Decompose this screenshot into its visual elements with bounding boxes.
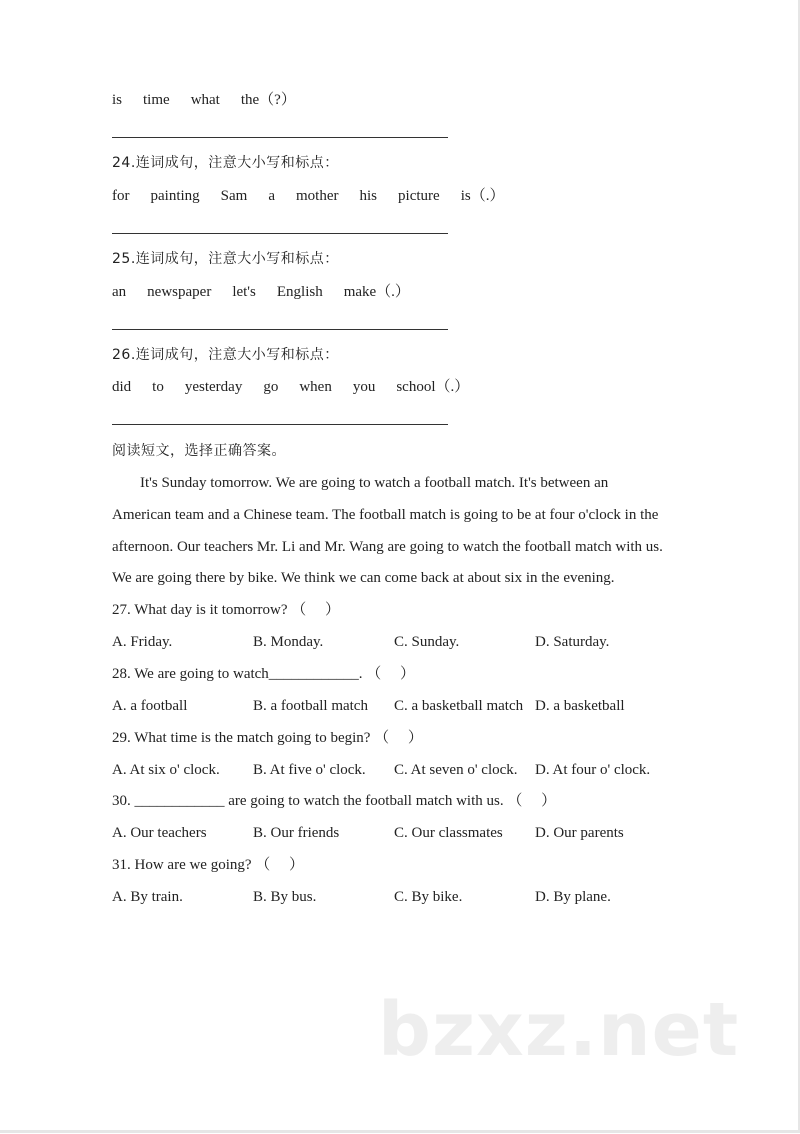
q26-instruction: 26.连词成句，注意大小写和标点： <box>112 347 339 363</box>
word: mother <box>296 188 339 204</box>
word: the（?） <box>240 92 296 108</box>
reading-heading: 阅读短文，选择正确答案。 <box>112 443 286 459</box>
options-27 <box>112 632 609 652</box>
answer-line-24[interactable] <box>112 233 448 234</box>
option-d[interactable]: D. a basketball <box>535 698 625 714</box>
q25-instruction: 25.连词成句，注意大小写和标点： <box>112 251 339 267</box>
word: picture <box>398 188 440 204</box>
option-b[interactable]: B. a football match <box>253 698 368 714</box>
word: is <box>112 92 123 108</box>
option-b[interactable]: B. By bus. <box>253 889 317 905</box>
question-stem-31: 31. How are we going? （ ） <box>112 857 305 873</box>
word: you <box>352 379 376 395</box>
word: for <box>112 188 130 204</box>
q23-words <box>112 90 296 110</box>
word: what <box>190 92 220 108</box>
word: a <box>268 188 276 204</box>
option-d[interactable]: D. Saturday. <box>535 634 610 650</box>
option-b[interactable]: B. Our friends <box>253 825 340 841</box>
option-a[interactable]: A. Our teachers <box>112 825 207 841</box>
option-c[interactable]: C. Sunday. <box>394 634 460 650</box>
option-b[interactable]: B. At five o' clock. <box>253 762 366 778</box>
word: school（.） <box>396 379 470 395</box>
word: to <box>152 379 164 395</box>
question-stem-28: 28. We are going to watch____________. （ ） <box>112 666 416 682</box>
word: is（.） <box>460 188 505 204</box>
word: let's <box>232 284 256 300</box>
options-31 <box>112 887 611 907</box>
question-stem-29: 29. What time is the match going to begin? （ ） <box>112 730 423 746</box>
q24-words <box>112 186 504 206</box>
word: time <box>143 92 170 108</box>
option-a[interactable]: A. At six o' clock. <box>112 762 220 778</box>
options-28 <box>112 696 625 716</box>
word: newspaper <box>147 284 212 300</box>
word: English <box>276 284 323 300</box>
option-c[interactable]: C. a basketball match <box>394 698 524 714</box>
word: go <box>263 379 279 395</box>
option-d[interactable]: D. At four o' clock. <box>535 762 651 778</box>
option-a[interactable]: A. a football <box>112 698 188 714</box>
watermark: bzxz.net <box>378 987 740 1073</box>
word: did <box>112 379 132 395</box>
q25-words <box>112 282 410 302</box>
option-c[interactable]: C. At seven o' clock. <box>394 762 518 778</box>
question-stem-27: 27. What day is it tomorrow? （ ） <box>112 602 341 618</box>
word: when <box>299 379 332 395</box>
option-d[interactable]: D. By plane. <box>535 889 611 905</box>
option-b[interactable]: B. Monday. <box>253 634 324 650</box>
passage-line: American team and a Chinese team. The football match is going to be at four o'clock in the <box>112 507 659 523</box>
question-stem-30: 30. ____________ are going to watch the football match with us. （ ） <box>112 793 557 809</box>
options-30 <box>112 823 624 843</box>
passage-line: We are going there by bike. We think we can come back at about six in the evening. <box>112 570 615 586</box>
option-c[interactable]: C. Our classmates <box>394 825 503 841</box>
word: painting <box>150 188 200 204</box>
answer-line-25[interactable] <box>112 329 448 330</box>
option-d[interactable]: D. Our parents <box>535 825 624 841</box>
option-a[interactable]: A. By train. <box>112 889 183 905</box>
answer-line-23[interactable] <box>112 137 448 138</box>
option-c[interactable]: C. By bike. <box>394 889 463 905</box>
word: his <box>359 188 378 204</box>
word: yesterday <box>184 379 243 395</box>
word: an <box>112 284 127 300</box>
passage-line: It's Sunday tomorrow. We are going to watch a football match. It's between an <box>140 475 609 491</box>
option-a[interactable]: A. Friday. <box>112 634 173 650</box>
passage-line: afternoon. Our teachers Mr. Li and Mr. Wang are going to watch the football match with us. <box>112 539 663 555</box>
word: make（.） <box>343 284 410 300</box>
word: Sam <box>220 188 248 204</box>
q24-instruction: 24.连词成句，注意大小写和标点： <box>112 155 339 171</box>
answer-line-26[interactable] <box>112 424 448 425</box>
q26-words <box>112 377 469 397</box>
options-29 <box>112 760 650 780</box>
